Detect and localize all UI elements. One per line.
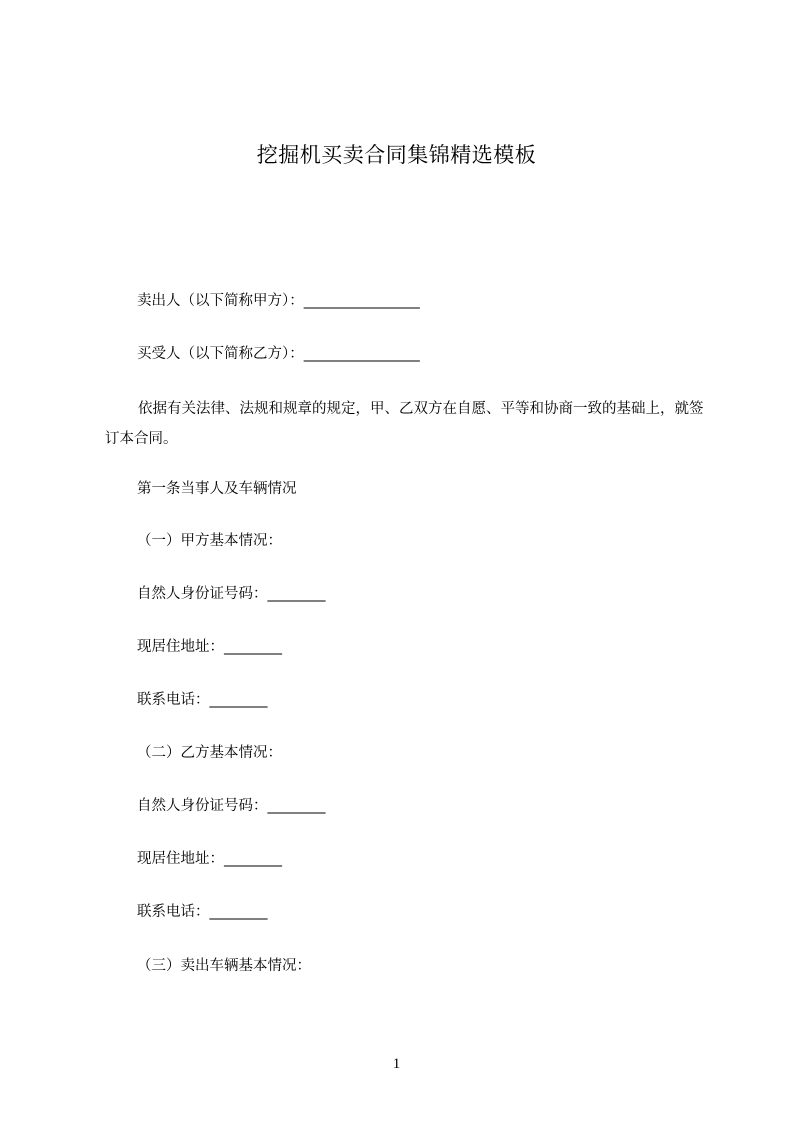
buyer-line: 买受人（以下简称乙方）：________________ [137,346,420,362]
party-a-heading: （一）甲方基本情况： [137,533,282,549]
party-b-address-field: 现居住地址：________ [137,851,282,867]
intro-paragraph: 依据有关法律、法规和规章的规定，甲、乙双方在自愿、平等和协商一致的基础上，就签订本合同。 [105,401,704,447]
party-b-id-field: 自然人身份证号码：________ [137,798,326,814]
article-1-heading: 第一条当事人及车辆情况 [137,481,297,497]
party-a-phone-field: 联系电话：________ [137,692,268,708]
party-a-address-field: 现居住地址：________ [137,639,282,655]
vehicle-heading: （三）卖出车辆基本情况： [137,958,311,974]
party-b-phone-field: 联系电话：________ [137,904,268,920]
party-a-id-field: 自然人身份证号码：________ [137,586,326,602]
document-title: 挖掘机买卖合同集锦精选模板 [256,143,537,167]
page-number: 1 [392,1056,401,1072]
party-b-heading: （二）乙方基本情况： [137,745,282,761]
seller-line: 卖出人（以下简称甲方）：________________ [137,293,420,309]
